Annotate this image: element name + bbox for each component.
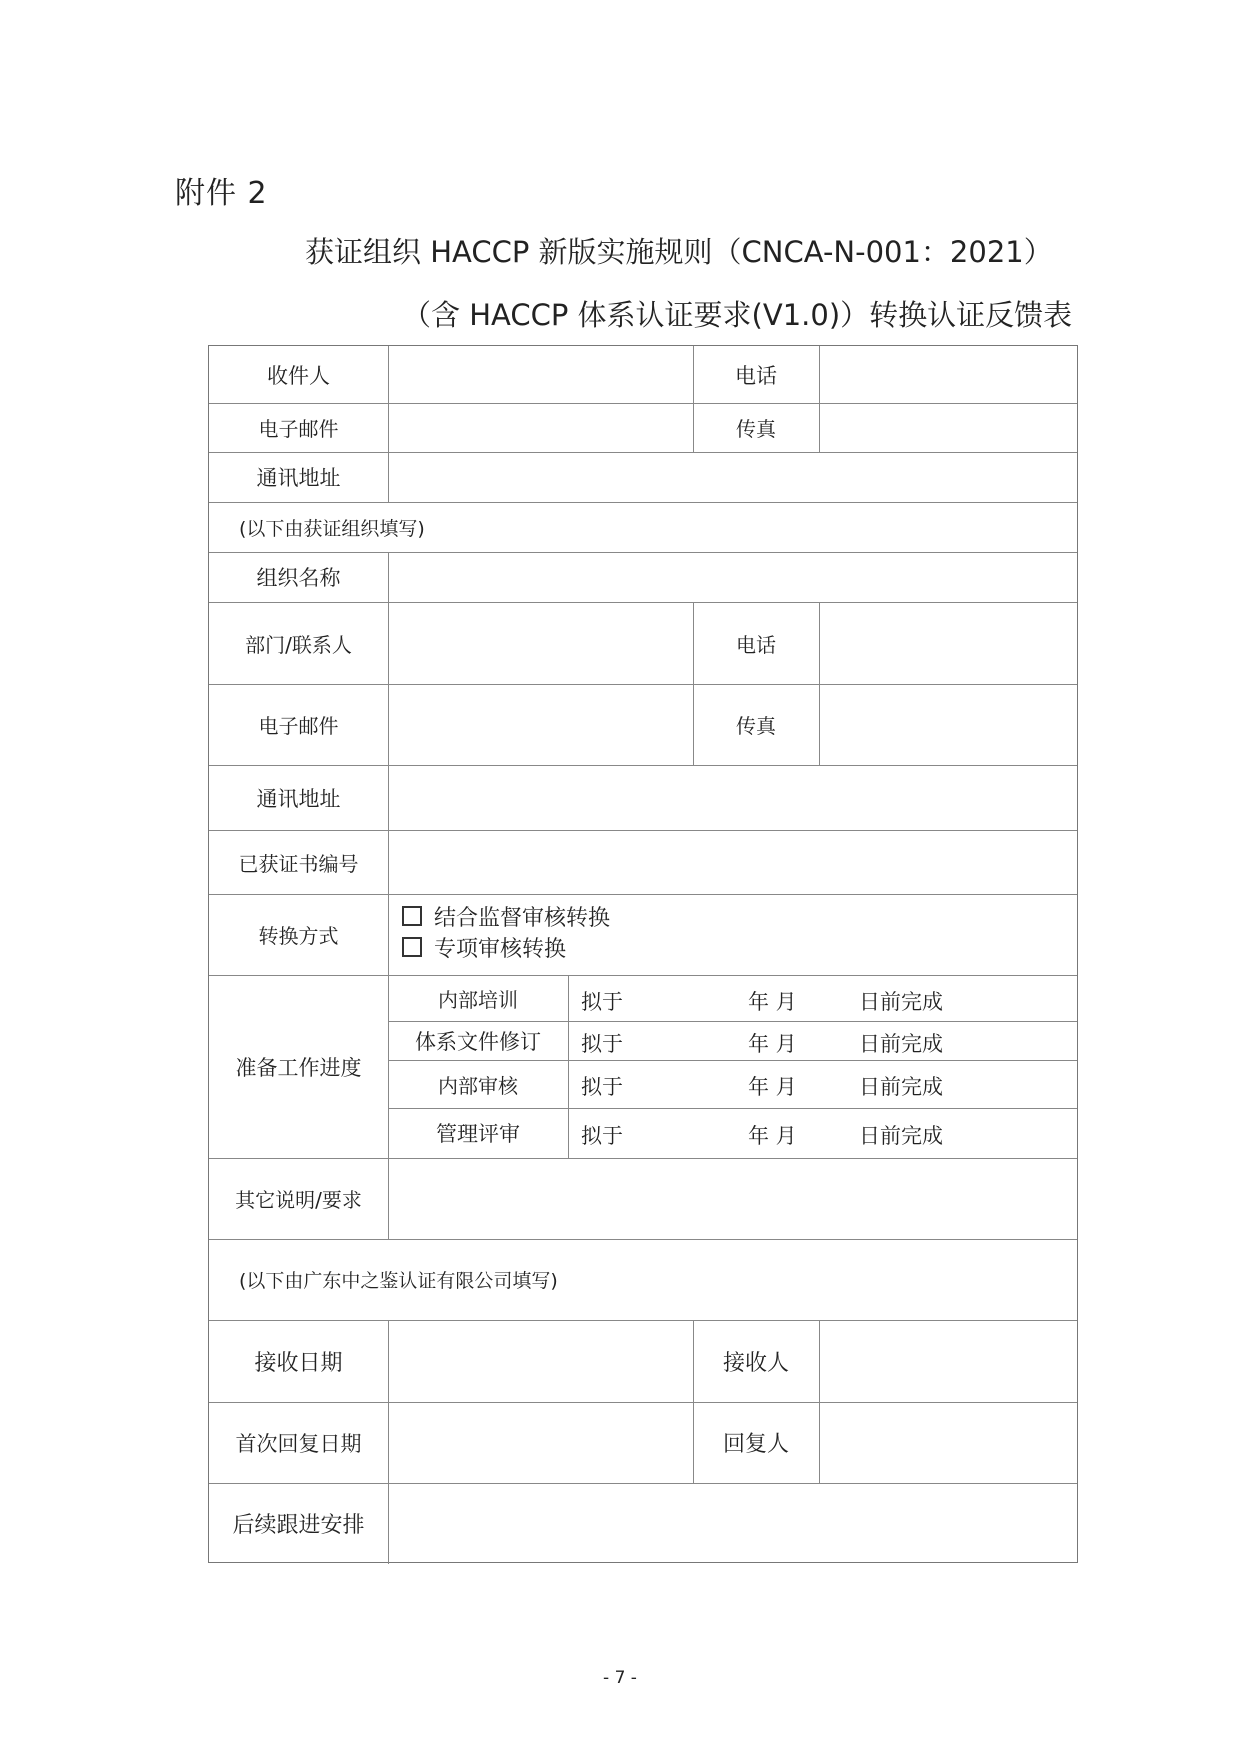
receiver-field[interactable] bbox=[820, 1320, 1078, 1402]
org-email-field[interactable] bbox=[389, 684, 693, 765]
progress-label: 准备工作进度 bbox=[235, 1055, 362, 1080]
progress-year-month: 年 月 bbox=[748, 1032, 797, 1056]
address-field[interactable] bbox=[389, 452, 1078, 502]
form-title-line1: 获证组织 HACCP 新版实施规则（CNCA-N-001：2021） bbox=[305, 235, 1053, 269]
followup-field[interactable] bbox=[389, 1483, 1078, 1564]
cert-number-field[interactable] bbox=[389, 830, 1078, 894]
progress-plan: 拟于 bbox=[581, 1124, 623, 1148]
form-title-line2: （含 HACCP 体系认证要求(V1.0)）转换认证反馈表 bbox=[402, 298, 1073, 332]
progress-done: 日前完成 bbox=[859, 1124, 943, 1148]
cert-number-label: 已获证书编号 bbox=[238, 851, 359, 876]
progress-done: 日前完成 bbox=[859, 1032, 943, 1056]
other-notes-field[interactable] bbox=[389, 1158, 1078, 1239]
progress-plan: 拟于 bbox=[581, 990, 623, 1014]
transfer-option[interactable] bbox=[402, 903, 610, 934]
transfer-method-options bbox=[402, 903, 610, 965]
progress-done: 日前完成 bbox=[859, 1075, 943, 1099]
receive-date-field[interactable] bbox=[389, 1320, 693, 1402]
receive-date-label: 接收日期 bbox=[254, 1350, 343, 1376]
other-notes-label: 其它说明/要求 bbox=[235, 1188, 362, 1212]
dept-contact-field[interactable] bbox=[389, 602, 693, 684]
fax-label: 传真 bbox=[736, 417, 776, 441]
feedback-form-table bbox=[208, 345, 1078, 1563]
recipient-label: 收件人 bbox=[267, 363, 330, 388]
org-address-field[interactable] bbox=[389, 765, 1078, 830]
progress-year-month: 年 月 bbox=[748, 990, 797, 1014]
transfer-option-label: 结合监督审核转换 bbox=[434, 906, 611, 931]
email-label: 电子邮件 bbox=[258, 417, 339, 441]
email-field[interactable] bbox=[389, 403, 693, 452]
progress-plan: 拟于 bbox=[581, 1075, 623, 1099]
org-phone-label: 电话 bbox=[736, 632, 776, 657]
progress-item: 内部审核 bbox=[438, 1073, 518, 1098]
org-phone-field[interactable] bbox=[820, 602, 1078, 684]
progress-plan: 拟于 bbox=[581, 1032, 623, 1056]
progress-done: 日前完成 bbox=[859, 990, 943, 1014]
followup-label: 后续跟进安排 bbox=[232, 1513, 365, 1538]
transfer-option[interactable] bbox=[402, 934, 610, 965]
replier-label: 回复人 bbox=[722, 1432, 789, 1457]
progress-item: 体系文件修订 bbox=[415, 1029, 541, 1054]
first-reply-date-field[interactable] bbox=[389, 1402, 693, 1483]
annex-label: 附件 2 bbox=[175, 176, 268, 211]
receiver-label: 接收人 bbox=[722, 1350, 789, 1376]
phone-field[interactable] bbox=[820, 346, 1078, 403]
recipient-field[interactable] bbox=[389, 346, 693, 403]
org-fill-note: (以下由获证组织填写) bbox=[239, 517, 425, 540]
address-label: 通讯地址 bbox=[256, 466, 341, 490]
org-name-label: 组织名称 bbox=[256, 566, 341, 590]
org-address-label: 通讯地址 bbox=[256, 786, 341, 811]
fax-field[interactable] bbox=[820, 403, 1078, 452]
col-divider bbox=[568, 975, 569, 1158]
org-name-field[interactable] bbox=[389, 552, 1078, 602]
progress-item: 管理评审 bbox=[436, 1122, 520, 1146]
org-fax-label: 传真 bbox=[736, 714, 776, 738]
phone-label: 电话 bbox=[735, 363, 777, 388]
checkbox-icon[interactable] bbox=[402, 937, 422, 957]
company-fill-note: (以下由广东中之鉴认证有限公司填写) bbox=[239, 1270, 558, 1292]
progress-year-month: 年 月 bbox=[748, 1124, 797, 1148]
dept-contact-label: 部门/联系人 bbox=[245, 632, 352, 657]
transfer-option-label: 专项审核转换 bbox=[434, 937, 567, 962]
transfer-method-label: 转换方式 bbox=[258, 924, 339, 948]
progress-year-month: 年 月 bbox=[748, 1075, 797, 1099]
org-fax-field[interactable] bbox=[820, 684, 1078, 765]
checkbox-icon[interactable] bbox=[402, 906, 422, 926]
first-reply-date-label: 首次回复日期 bbox=[235, 1431, 362, 1456]
org-email-label: 电子邮件 bbox=[258, 714, 339, 738]
progress-item: 内部培训 bbox=[438, 987, 518, 1012]
page-number: - 7 - bbox=[603, 1668, 637, 1688]
replier-field[interactable] bbox=[820, 1402, 1078, 1483]
